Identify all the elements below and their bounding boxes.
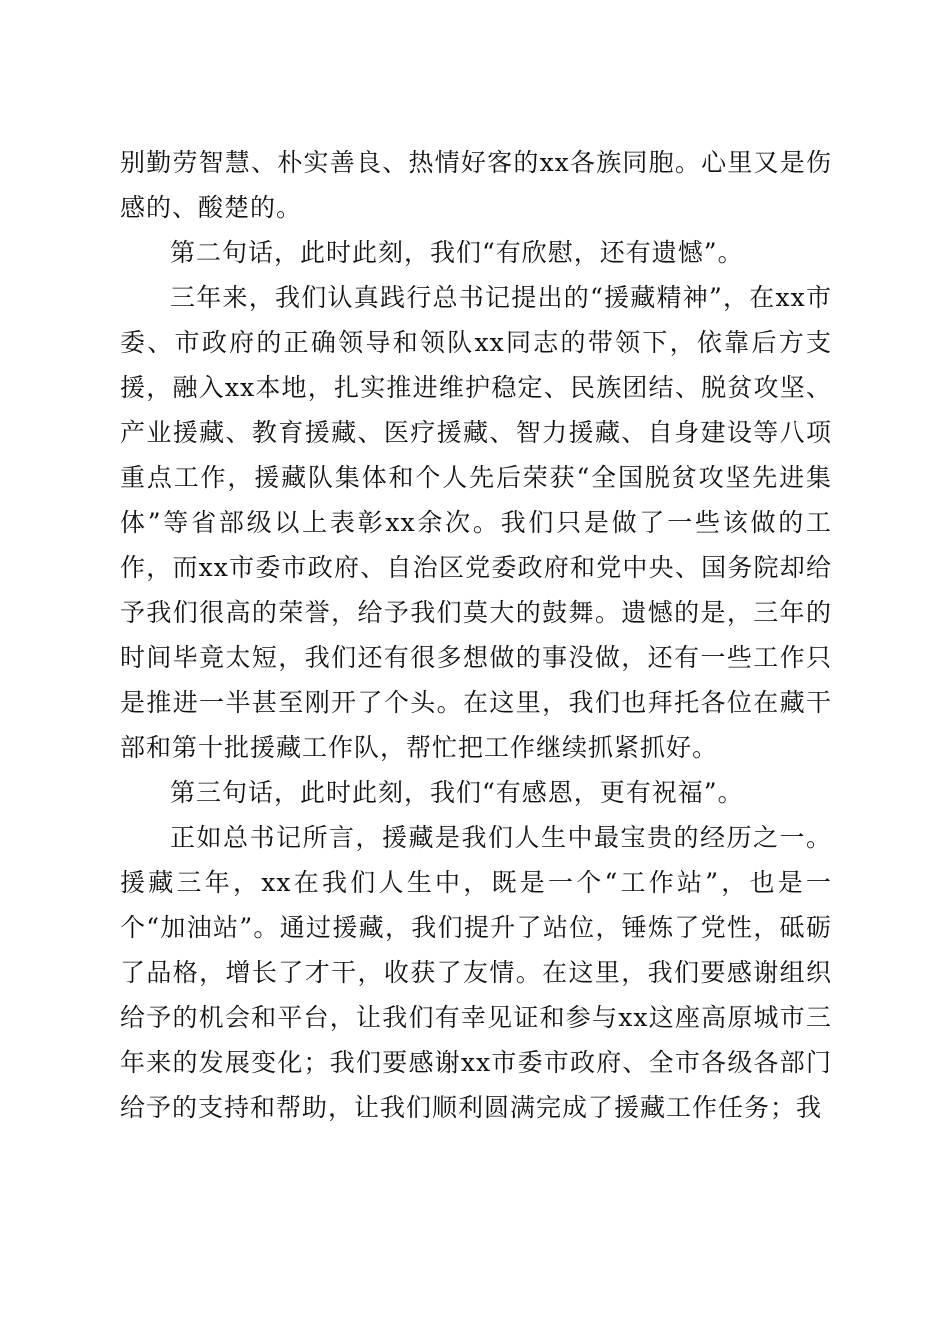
document-body	[120, 140, 832, 1130]
paragraph-third-point-body: 正如总书记所言，援藏是我们人生中最宝贵的经历之一。援藏三年，xx在我们人生中，既是一个“工作站”，也是一个“加油站”。通过援藏，我们提升了站位，锤炼了党性，砥砺了品格，增长了才干，收获了友情。在这里，我们要感谢组织给予的机会和平台，让我们有幸见证和参与xx这座高原城市三年来的发展变化；我们要感谢xx市委市政府、全市各级各部门给予的支持和帮助，让我们顺利圆满完成了援藏工作任务；我	[120, 823, 832, 1122]
paragraph-second-point-heading: 第二句话，此时此刻，我们“有欣慰，还有遗憾”。	[170, 238, 744, 267]
paragraph-continuation: 别勤劳智慧、朴实善良、热情好客的xx各族同胞。心里又是伤感的、酸楚的。	[120, 148, 832, 222]
paragraph-third-point-heading: 第三句话，此时此刻，我们“有感恩，更有祝福”。	[170, 778, 744, 807]
paragraph-second-point-body: 三年来，我们认真践行总书记提出的“援藏精神”，在xx市委、市政府的正确领导和领队xx同志的带领下，依靠后方支援，融入xx本地，扎实推进维护稳定、民族团结、脱贫攻坚、产业援藏、教育援藏、医疗援藏、智力援藏、自身建设等八项重点工作，援藏队集体和个人先后荣获“全国脱贫攻坚先进集体”等省部级以上表彰xx余次。我们只是做了一些该做的工作，而xx市委市政府、自治区党委政府和党中央、国务院却给予我们很高的荣誉，给予我们莫大的鼓舞。遗憾的是，三年的时间毕竟太短，我们还有很多想做的事没做，还有一些工作只是推进一半甚至刚开了个头。在这里，我们也拜托各位在藏干部和第十批援藏工作队，帮忙把工作继续抓紧抓好。	[120, 283, 832, 762]
